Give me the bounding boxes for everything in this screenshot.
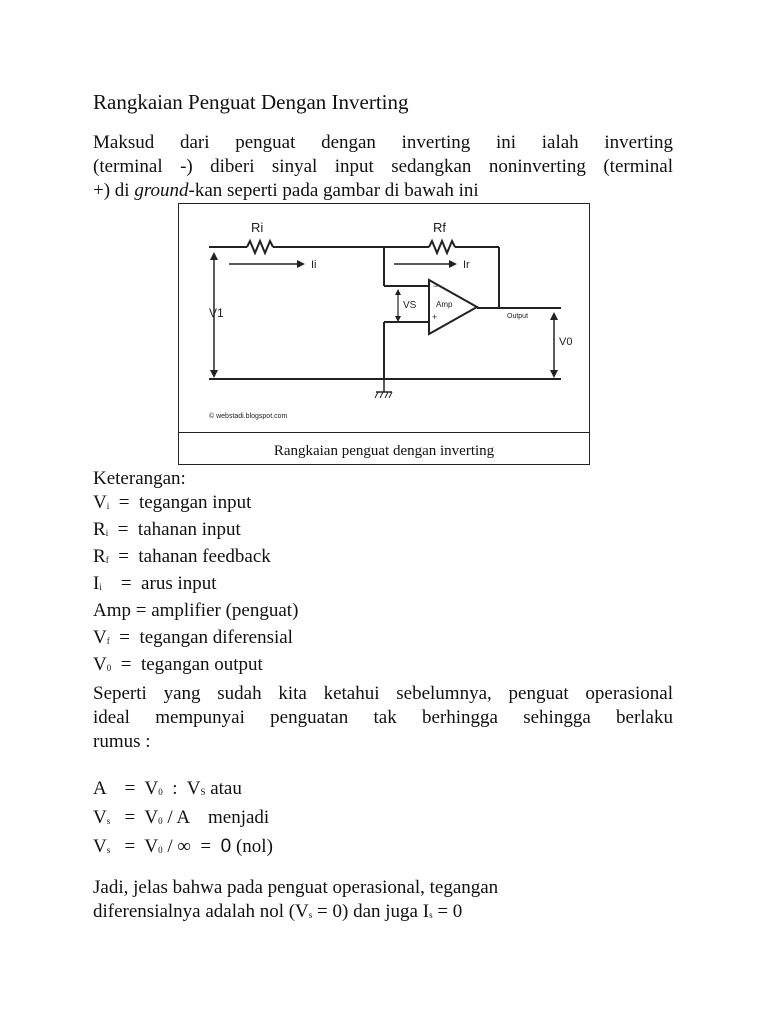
formula-vs-zero: Vs = V0 / ∞ = 0 (nol) bbox=[93, 836, 273, 857]
circuit-figure bbox=[178, 203, 590, 465]
intro-line-3-start: +) di bbox=[93, 180, 135, 201]
formula-vs: Vs = V0 / A menjadi bbox=[93, 807, 270, 828]
ri-label: Ri bbox=[251, 220, 264, 235]
v1-label: V1 bbox=[209, 306, 224, 320]
formula-gain: A = V0 : VS atau bbox=[93, 778, 242, 799]
legend-item: Ri = tahanan input bbox=[93, 519, 241, 540]
ii-label: Ii bbox=[311, 259, 317, 271]
inverting-amplifier-diagram bbox=[179, 204, 589, 432]
output-label: Output bbox=[507, 313, 529, 320]
legend-item: Vi = tegangan input bbox=[93, 492, 252, 513]
legend bbox=[93, 467, 298, 680]
para3-line-1: Jadi, jelas bahwa pada penguat operasional, tegangan bbox=[93, 877, 499, 898]
ir-label: Ir bbox=[463, 259, 470, 271]
intro-line-1: Maksud dari penguat dengan inverting ini ialah inverting bbox=[93, 132, 673, 153]
formulas bbox=[93, 776, 273, 863]
ri-resistor-symbol bbox=[247, 241, 273, 253]
para3-line-2: diferensialnya adalah nol (Vs = 0) dan juga Is = 0 bbox=[93, 901, 463, 922]
intro-ground-emphasis: ground bbox=[134, 180, 189, 201]
copyright-text: © webstadi.blogspot.com bbox=[209, 413, 288, 420]
para2-line-1: Seperti yang sudah kita ketahui sebelumnya, penguat operasional bbox=[93, 683, 673, 704]
para2-line-3: rumus : bbox=[93, 731, 151, 752]
intro-line-2: (terminal -) diberi sinyal input sedangkan noninverting (terminal bbox=[93, 156, 673, 177]
vs-label: VS bbox=[403, 300, 417, 311]
amp-label: Amp bbox=[436, 300, 453, 309]
page-title: Rangkaian Penguat Dengan Inverting bbox=[93, 90, 409, 114]
intro-line-3-end: -kan seperti pada gambar di bawah ini bbox=[188, 180, 479, 201]
legend-item: V0 = tegangan output bbox=[93, 654, 263, 675]
legend-item: Amp = amplifier (penguat) bbox=[93, 600, 299, 621]
legend-item: Vf = tegangan diferensial bbox=[93, 627, 293, 648]
legend-item: Ii = arus input bbox=[93, 573, 217, 594]
figure-caption: Rangkaian penguat dengan inverting bbox=[179, 432, 589, 465]
para2-line-2: ideal mempunyai penguatan tak berhingga sehingga berlaku bbox=[93, 707, 673, 728]
legend-heading: Keterangan: bbox=[93, 468, 186, 489]
minus-terminal-label: − bbox=[433, 281, 439, 291]
rf-label: Rf bbox=[433, 220, 446, 235]
v0-label: V0 bbox=[559, 336, 573, 348]
conclusion-paragraph bbox=[93, 876, 498, 927]
legend-item: Rf = tahanan feedback bbox=[93, 546, 271, 567]
intro-paragraph bbox=[93, 131, 673, 203]
plus-terminal-label: + bbox=[432, 312, 438, 322]
intro-line-3 bbox=[93, 179, 673, 203]
opamp-paragraph bbox=[93, 682, 673, 754]
rf-resistor-symbol bbox=[429, 241, 455, 253]
